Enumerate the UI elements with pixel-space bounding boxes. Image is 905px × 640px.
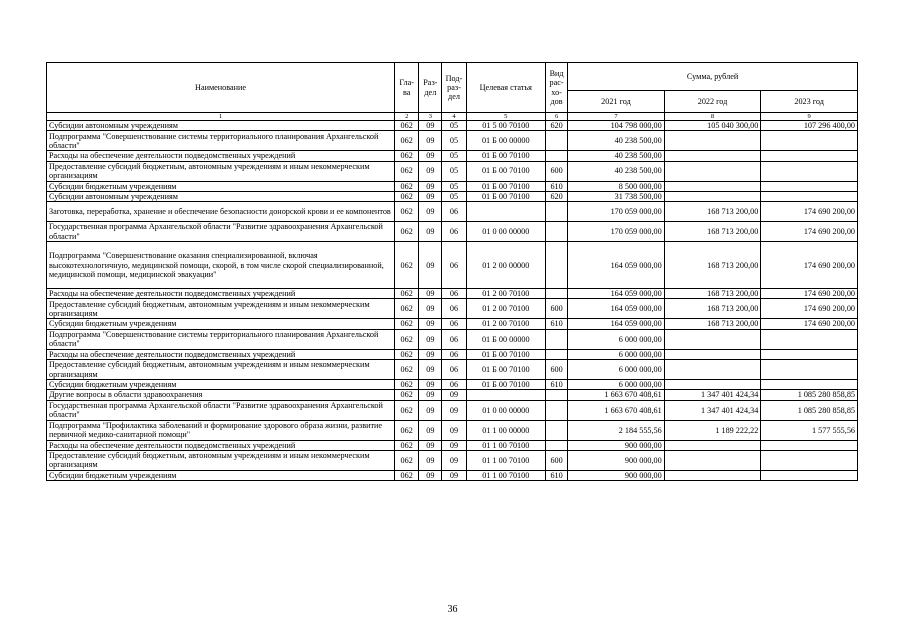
row-target-article: 01 Б 00 70100 xyxy=(466,360,545,380)
row-razdel: 09 xyxy=(419,121,442,131)
row-sum-2021: 6 000 000,00 xyxy=(568,360,665,380)
row-sum-2021: 164 059 000,00 xyxy=(568,242,665,289)
row-expense-type xyxy=(546,329,568,349)
row-glava: 062 xyxy=(395,131,419,151)
table-row xyxy=(47,440,858,450)
row-sum-2022: 168 713 200,00 xyxy=(664,202,761,222)
row-name: Государственная программа Архангельской области "Развитие здравоохранения Архангельской области" xyxy=(47,400,395,420)
page-number: 36 xyxy=(447,604,458,615)
row-name: Предоставление субсидий бюджетным, автономным учреждениям и иным некоммерческим организациям xyxy=(47,299,395,319)
row-glava: 062 xyxy=(395,319,419,329)
row-sum-2022 xyxy=(664,349,761,359)
row-sum-2021: 6 000 000,00 xyxy=(568,329,665,349)
row-podrazdel: 06 xyxy=(442,242,466,289)
row-expense-type xyxy=(546,420,568,440)
row-razdel: 09 xyxy=(419,360,442,380)
row-podrazdel: 06 xyxy=(442,299,466,319)
row-sum-2021: 1 663 670 408,61 xyxy=(568,400,665,420)
row-sum-2023: 107 296 400,00 xyxy=(761,121,858,131)
header-razdel: Раз-дел xyxy=(419,63,442,113)
row-sum-2021: 6 000 000,00 xyxy=(568,380,665,390)
table-row xyxy=(47,151,858,161)
row-expense-type: 610 xyxy=(546,181,568,191)
column-number: 3 xyxy=(419,113,442,121)
table-row xyxy=(47,191,858,201)
row-name: Подпрограмма "Профилактика заболеваний и формирование здорового образа жизни, развитие первичной медико-санитарной помощи" xyxy=(47,420,395,440)
row-razdel: 09 xyxy=(419,450,442,470)
row-razdel: 09 xyxy=(419,222,442,242)
row-glava: 062 xyxy=(395,360,419,380)
row-name: Подпрограмма "Совершенствование системы территориального планирования Архангельской области" xyxy=(47,329,395,349)
row-expense-type: 600 xyxy=(546,450,568,470)
row-expense-type xyxy=(546,242,568,289)
column-number: 6 xyxy=(546,113,568,121)
row-glava: 062 xyxy=(395,151,419,161)
row-glava: 062 xyxy=(395,242,419,289)
row-podrazdel: 05 xyxy=(442,191,466,201)
row-name: Государственная программа Архангельской области "Развитие здравоохранения Архангельской области" xyxy=(47,222,395,242)
row-sum-2022: 1 347 401 424,34 xyxy=(664,400,761,420)
table-row xyxy=(47,380,858,390)
row-target-article: 01 1 00 00000 xyxy=(466,420,545,440)
row-sum-2022 xyxy=(664,450,761,470)
row-glava: 062 xyxy=(395,349,419,359)
row-target-article: 01 Б 00 70100 xyxy=(466,161,545,181)
row-name: Расходы на обеспечение деятельности подведомственных учреждений xyxy=(47,349,395,359)
row-razdel: 09 xyxy=(419,390,442,400)
row-expense-type xyxy=(546,440,568,450)
row-sum-2022 xyxy=(664,161,761,181)
column-number: 4 xyxy=(442,113,466,121)
row-glava: 062 xyxy=(395,440,419,450)
table-row xyxy=(47,360,858,380)
row-razdel: 09 xyxy=(419,319,442,329)
column-number: 9 xyxy=(761,113,858,121)
table-row xyxy=(47,470,858,480)
row-expense-type xyxy=(546,289,568,299)
row-target-article xyxy=(466,202,545,222)
row-sum-2021: 40 238 500,00 xyxy=(568,161,665,181)
row-sum-2023: 174 690 200,00 xyxy=(761,319,858,329)
row-expense-type xyxy=(546,400,568,420)
row-expense-type xyxy=(546,151,568,161)
row-razdel: 09 xyxy=(419,181,442,191)
row-razdel: 09 xyxy=(419,242,442,289)
row-target-article xyxy=(466,390,545,400)
row-name: Субсидии автономным учреждениям xyxy=(47,191,395,201)
column-number: 8 xyxy=(664,113,761,121)
row-target-article: 01 Б 00 70100 xyxy=(466,349,545,359)
table-row xyxy=(47,161,858,181)
row-target-article: 01 2 00 70100 xyxy=(466,289,545,299)
row-sum-2023 xyxy=(761,131,858,151)
row-expense-type: 620 xyxy=(546,191,568,201)
row-glava: 062 xyxy=(395,202,419,222)
column-number: 5 xyxy=(466,113,545,121)
row-expense-type: 610 xyxy=(546,380,568,390)
row-sum-2023 xyxy=(761,329,858,349)
row-sum-2022: 168 713 200,00 xyxy=(664,299,761,319)
row-sum-2022: 1 347 401 424,34 xyxy=(664,390,761,400)
row-expense-type xyxy=(546,222,568,242)
row-target-article: 01 2 00 70100 xyxy=(466,319,545,329)
row-sum-2022: 168 713 200,00 xyxy=(664,222,761,242)
row-name: Субсидии бюджетным учреждениям xyxy=(47,319,395,329)
row-sum-2023 xyxy=(761,440,858,450)
row-sum-2021: 900 000,00 xyxy=(568,440,665,450)
row-glava: 062 xyxy=(395,390,419,400)
row-podrazdel: 06 xyxy=(442,349,466,359)
row-name: Субсидии бюджетным учреждениям xyxy=(47,181,395,191)
row-glava: 062 xyxy=(395,420,419,440)
row-target-article: 01 0 00 00000 xyxy=(466,222,545,242)
header-podrazdel: Под-раз-дел xyxy=(442,63,466,113)
row-target-article: 01 2 00 00000 xyxy=(466,242,545,289)
row-name: Расходы на обеспечение деятельности подведомственных учреждений xyxy=(47,151,395,161)
row-sum-2022: 168 713 200,00 xyxy=(664,319,761,329)
row-target-article: 01 0 00 00000 xyxy=(466,400,545,420)
row-sum-2022 xyxy=(664,470,761,480)
table-row xyxy=(47,390,858,400)
row-sum-2022 xyxy=(664,380,761,390)
table-row xyxy=(47,121,858,131)
row-glava: 062 xyxy=(395,299,419,319)
header-sum: Сумма, рублей xyxy=(568,63,858,91)
header-glava: Гла-ва xyxy=(395,63,419,113)
row-target-article: 01 1 00 70100 xyxy=(466,470,545,480)
row-name: Предоставление субсидий бюджетным, автономным учреждениям и иным некоммерческим организациям xyxy=(47,161,395,181)
table-row xyxy=(47,450,858,470)
table-row xyxy=(47,319,858,329)
table-row xyxy=(47,299,858,319)
row-sum-2021: 1 663 670 408,61 xyxy=(568,390,665,400)
row-podrazdel: 09 xyxy=(442,400,466,420)
row-expense-type xyxy=(546,390,568,400)
row-podrazdel: 06 xyxy=(442,380,466,390)
header-year-2023: 2023 год xyxy=(761,91,858,113)
row-sum-2021: 40 238 500,00 xyxy=(568,131,665,151)
row-podrazdel: 06 xyxy=(442,360,466,380)
row-name: Субсидии бюджетным учреждениям xyxy=(47,470,395,480)
row-podrazdel: 05 xyxy=(442,131,466,151)
row-expense-type: 610 xyxy=(546,319,568,329)
row-sum-2022: 168 713 200,00 xyxy=(664,289,761,299)
row-sum-2023 xyxy=(761,360,858,380)
table-row xyxy=(47,400,858,420)
header-year-2022: 2022 год xyxy=(664,91,761,113)
table-row xyxy=(47,131,858,151)
row-glava: 062 xyxy=(395,380,419,390)
budget-table xyxy=(46,62,858,481)
row-sum-2023: 174 690 200,00 xyxy=(761,299,858,319)
row-expense-type: 610 xyxy=(546,470,568,480)
column-number: 7 xyxy=(568,113,665,121)
row-razdel: 09 xyxy=(419,131,442,151)
row-name: Предоставление субсидий бюджетным, автономным учреждениям и иным некоммерческим организациям xyxy=(47,450,395,470)
row-podrazdel: 06 xyxy=(442,289,466,299)
row-glava: 062 xyxy=(395,470,419,480)
row-target-article: 01 Б 00 70100 xyxy=(466,380,545,390)
row-sum-2023 xyxy=(761,151,858,161)
row-glava: 062 xyxy=(395,450,419,470)
column-number-row xyxy=(47,113,858,121)
table-row xyxy=(47,289,858,299)
row-sum-2023: 174 690 200,00 xyxy=(761,242,858,289)
row-razdel: 09 xyxy=(419,400,442,420)
table-row xyxy=(47,181,858,191)
table-row xyxy=(47,202,858,222)
column-number: 1 xyxy=(47,113,395,121)
row-razdel: 09 xyxy=(419,420,442,440)
row-sum-2022 xyxy=(664,191,761,201)
row-sum-2021: 31 738 500,00 xyxy=(568,191,665,201)
row-target-article: 01 Б 00 70100 xyxy=(466,191,545,201)
row-podrazdel: 05 xyxy=(442,161,466,181)
row-glava: 062 xyxy=(395,161,419,181)
row-target-article: 01 Б 00 00000 xyxy=(466,329,545,349)
row-razdel: 09 xyxy=(419,440,442,450)
row-sum-2022 xyxy=(664,131,761,151)
row-razdel: 09 xyxy=(419,470,442,480)
row-podrazdel: 09 xyxy=(442,470,466,480)
row-podrazdel: 06 xyxy=(442,319,466,329)
row-sum-2021: 164 059 000,00 xyxy=(568,289,665,299)
row-glava: 062 xyxy=(395,222,419,242)
row-name: Другие вопросы в области здравоохранения xyxy=(47,390,395,400)
row-sum-2023: 1 085 280 858,85 xyxy=(761,400,858,420)
row-name: Субсидии бюджетным учреждениям xyxy=(47,380,395,390)
row-target-article: 01 Б 00 70100 xyxy=(466,151,545,161)
row-sum-2023 xyxy=(761,161,858,181)
row-name: Подпрограмма "Совершенствование оказания специализированной, включая высокотехнологичную, медицинской помощи, скорой, в том числе скорой специализированной, медицинской помощи, медицинской эвакуации" xyxy=(47,242,395,289)
row-glava: 062 xyxy=(395,121,419,131)
row-sum-2021: 900 000,00 xyxy=(568,450,665,470)
row-sum-2021: 8 500 000,00 xyxy=(568,181,665,191)
row-target-article: 01 2 00 70100 xyxy=(466,299,545,319)
row-podrazdel: 05 xyxy=(442,121,466,131)
table-row xyxy=(47,329,858,349)
row-sum-2022: 105 040 300,00 xyxy=(664,121,761,131)
row-podrazdel: 06 xyxy=(442,329,466,349)
row-name: Подпрограмма "Совершенствование системы территориального планирования Архангельской области" xyxy=(47,131,395,151)
row-expense-type xyxy=(546,131,568,151)
row-name: Расходы на обеспечение деятельности подведомственных учреждений xyxy=(47,440,395,450)
row-sum-2021: 164 059 000,00 xyxy=(568,299,665,319)
header-expense-type: Вид рас-хо-дов xyxy=(546,63,568,113)
row-razdel: 09 xyxy=(419,151,442,161)
row-expense-type: 620 xyxy=(546,121,568,131)
row-sum-2022 xyxy=(664,440,761,450)
row-sum-2023 xyxy=(761,470,858,480)
row-target-article: 01 Б 00 70100 xyxy=(466,181,545,191)
row-razdel: 09 xyxy=(419,380,442,390)
row-razdel: 09 xyxy=(419,329,442,349)
row-expense-type: 600 xyxy=(546,161,568,181)
row-sum-2022: 1 189 222,22 xyxy=(664,420,761,440)
row-expense-type xyxy=(546,202,568,222)
row-razdel: 09 xyxy=(419,349,442,359)
row-podrazdel: 09 xyxy=(442,450,466,470)
row-sum-2023 xyxy=(761,450,858,470)
row-sum-2021: 40 238 500,00 xyxy=(568,151,665,161)
row-razdel: 09 xyxy=(419,161,442,181)
row-glava: 062 xyxy=(395,191,419,201)
row-sum-2023: 1 085 280 858,85 xyxy=(761,390,858,400)
row-target-article: 01 Б 00 00000 xyxy=(466,131,545,151)
header-name: Наименование xyxy=(47,63,395,113)
row-podrazdel: 05 xyxy=(442,181,466,191)
row-sum-2022 xyxy=(664,151,761,161)
row-name: Субсидии автономным учреждениям xyxy=(47,121,395,131)
row-target-article: 01 1 00 70100 xyxy=(466,450,545,470)
row-podrazdel: 05 xyxy=(442,151,466,161)
table-row xyxy=(47,349,858,359)
row-razdel: 09 xyxy=(419,299,442,319)
row-target-article: 01 5 00 70100 xyxy=(466,121,545,131)
row-glava: 062 xyxy=(395,181,419,191)
table-row xyxy=(47,420,858,440)
row-razdel: 09 xyxy=(419,289,442,299)
row-sum-2023 xyxy=(761,349,858,359)
column-number: 2 xyxy=(395,113,419,121)
row-expense-type xyxy=(546,349,568,359)
row-glava: 062 xyxy=(395,400,419,420)
row-podrazdel: 06 xyxy=(442,202,466,222)
row-sum-2022 xyxy=(664,360,761,380)
row-sum-2023 xyxy=(761,181,858,191)
row-name: Расходы на обеспечение деятельности подведомственных учреждений xyxy=(47,289,395,299)
row-razdel: 09 xyxy=(419,191,442,201)
row-expense-type: 600 xyxy=(546,299,568,319)
row-razdel: 09 xyxy=(419,202,442,222)
row-sum-2021: 164 059 000,00 xyxy=(568,319,665,329)
row-podrazdel: 06 xyxy=(442,222,466,242)
row-sum-2021: 2 184 555,56 xyxy=(568,420,665,440)
row-podrazdel: 09 xyxy=(442,390,466,400)
row-glava: 062 xyxy=(395,289,419,299)
row-sum-2023: 174 690 200,00 xyxy=(761,222,858,242)
row-sum-2023 xyxy=(761,191,858,201)
row-sum-2021: 6 000 000,00 xyxy=(568,349,665,359)
row-sum-2021: 170 059 000,00 xyxy=(568,222,665,242)
row-sum-2023: 174 690 200,00 xyxy=(761,289,858,299)
row-glava: 062 xyxy=(395,329,419,349)
row-sum-2023 xyxy=(761,380,858,390)
row-sum-2021: 170 059 000,00 xyxy=(568,202,665,222)
table-row xyxy=(47,222,858,242)
row-target-article: 01 1 00 70100 xyxy=(466,440,545,450)
header-year-2021: 2021 год xyxy=(568,91,665,113)
row-sum-2022 xyxy=(664,329,761,349)
row-sum-2021: 104 798 000,00 xyxy=(568,121,665,131)
header-target-article: Целевая статья xyxy=(466,63,545,113)
table-row xyxy=(47,242,858,289)
row-sum-2023: 1 577 555,56 xyxy=(761,420,858,440)
row-sum-2021: 900 000,00 xyxy=(568,470,665,480)
row-podrazdel: 09 xyxy=(442,440,466,450)
row-podrazdel: 09 xyxy=(442,420,466,440)
row-expense-type: 600 xyxy=(546,360,568,380)
row-sum-2022: 168 713 200,00 xyxy=(664,242,761,289)
row-sum-2023: 174 690 200,00 xyxy=(761,202,858,222)
row-name: Предоставление субсидий бюджетным, автономным учреждениям и иным некоммерческим организациям xyxy=(47,360,395,380)
row-sum-2022 xyxy=(664,181,761,191)
row-name: Заготовка, переработка, хранение и обеспечение безопасности донорской крови и ее компонентов xyxy=(47,202,395,222)
